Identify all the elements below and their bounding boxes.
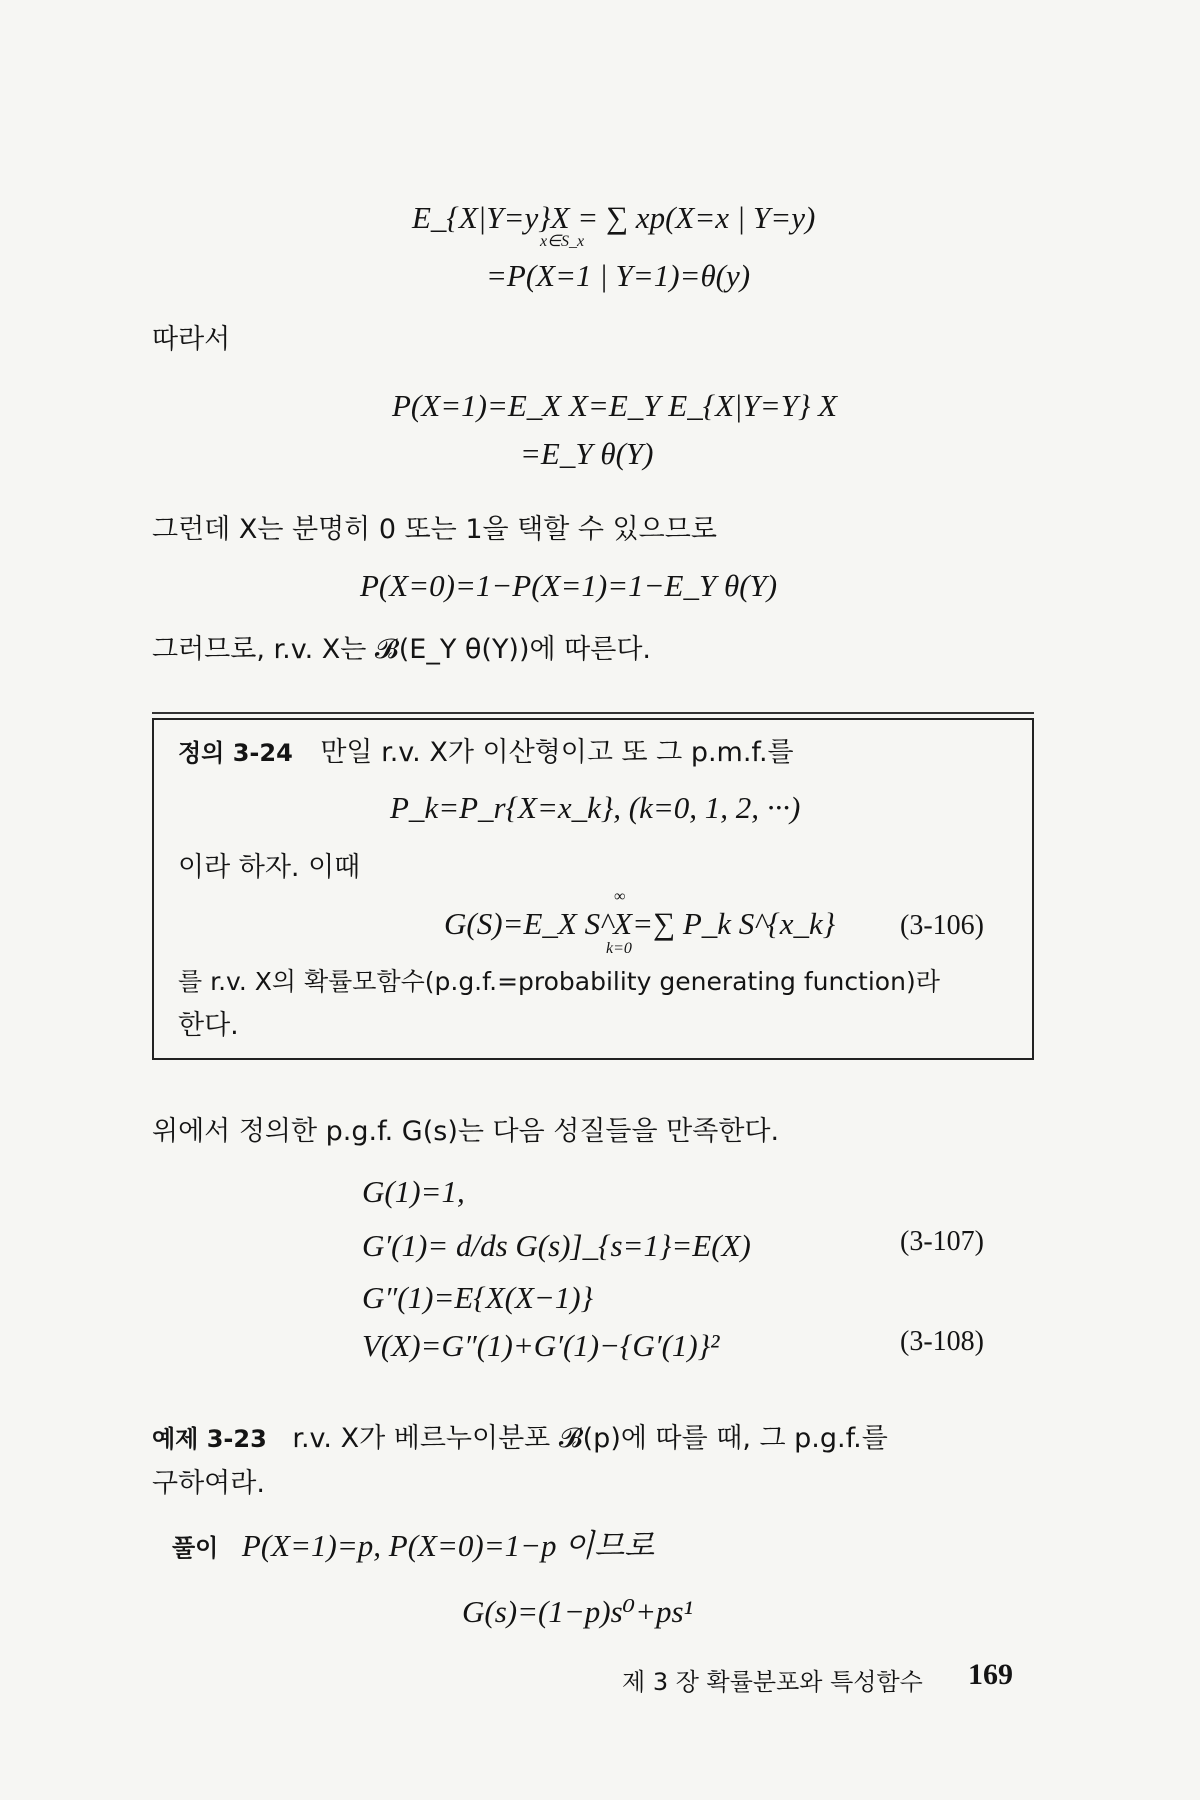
definition-label: 정의 3-24 [178, 739, 293, 767]
text-properties-intro: 위에서 정의한 p.g.f. G(s)는 다음 성질들을 만족한다. [152, 1116, 780, 1147]
definition-box-top-rule [152, 712, 1034, 714]
text-geureomeuro: 그러므로, r.v. X는 𝓑(E_Y θ(Y))에 따른다. [152, 634, 651, 665]
equation-total-expectation-line2: =E_Y θ(Y) [520, 436, 654, 471]
equation-summation-subscript: x∈S_x [540, 233, 585, 250]
property-variance: V(X)=G″(1)+G′(1)−{G′(1)}² [362, 1328, 720, 1363]
text-geureonde: 그런데 X는 분명히 0 또는 1을 택할 수 있으므로 [152, 514, 717, 545]
example-line2: 구하여라. [152, 1468, 265, 1499]
definition-sum-bottom: k=0 [606, 940, 632, 957]
solution-label: 풀이 [172, 1534, 219, 1562]
solution-line1 [172, 1526, 654, 1568]
definition-sum-top: ∞ [614, 888, 626, 905]
equation-conditional-expectation-line2: =P(X=1 | Y=1)=θ(y) [486, 258, 751, 293]
definition-eq-g: G(S)=E_X S^X=∑ P_k S^{x_k} [444, 906, 836, 941]
definition-eq-pk: P_k=P_r{X=x_k}, (k=0, 1, 2, ···) [390, 790, 801, 825]
example-text1: r.v. X가 베르누이분포 𝓑(p)에 따를 때, 그 p.g.f.를 [292, 1423, 888, 1454]
footer-chapter-title: 제 3 장 확률분포와 특성함수 [622, 1668, 923, 1696]
definition-text1: 만일 r.v. X가 이산형이고 또 그 p.m.f.를 [320, 737, 794, 768]
equation-number-3-106: (3-106) [900, 910, 984, 941]
solution-eq: G(s)=(1−p)s⁰+ps¹ [462, 1594, 693, 1629]
property-g1: G(1)=1, [362, 1174, 465, 1209]
equation-p-x-0: P(X=0)=1−P(X=1)=1−E_Y θ(Y) [360, 568, 778, 603]
definition-line4: 한다. [178, 1010, 239, 1041]
text-ttaraseo: 따라서 [152, 324, 231, 355]
equation-conditional-expectation-line1: E_{X|Y=y}X = ∑ xp(X=x | Y=y) [412, 200, 816, 235]
property-g-prime: G′(1)= d/ds G(s)]_{s=1}=E(X) [362, 1228, 751, 1263]
equation-number-3-108: (3-108) [900, 1326, 984, 1357]
example-label: 예제 3-23 [152, 1425, 267, 1453]
example-line1 [152, 1418, 888, 1459]
solution-text1: P(X=1)=p, P(X=0)=1−p 이므로 [241, 1528, 655, 1563]
page-number: 169 [968, 1658, 1013, 1691]
definition-line3: 를 r.v. X의 확률모함수(p.g.f.=probability generating function)라 [178, 967, 940, 996]
equation-total-expectation-line1: P(X=1)=E_X X=E_Y E_{X|Y=Y} X [392, 388, 838, 423]
property-g-double-prime: G″(1)=E{X(X−1)} [362, 1280, 594, 1315]
equation-number-3-107: (3-107) [900, 1226, 984, 1257]
definition-line1 [178, 732, 794, 773]
definition-line2: 이라 하자. 이때 [178, 852, 361, 883]
